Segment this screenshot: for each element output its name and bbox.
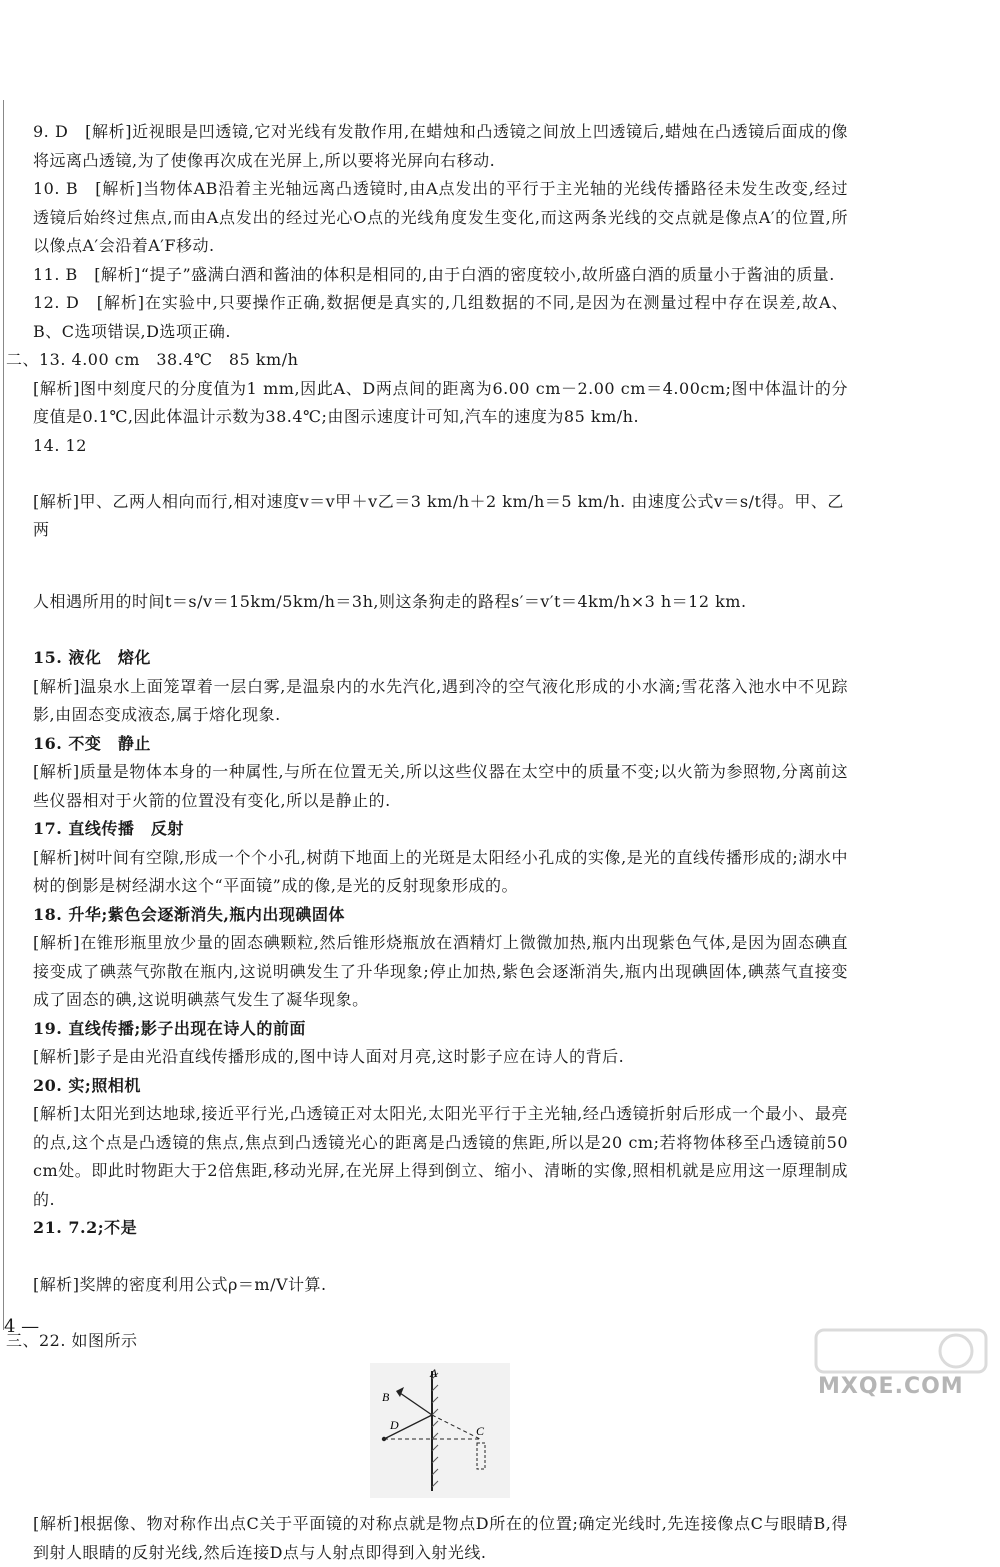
answer-q16-body: [解析]质量是物体本身的一种属性,与所在位置无关,所以这些仪器在太空中的质量不变;以火箭为参照物,分离前这些仪器相对于火箭的位置没有变化,所以是静止的. xyxy=(33,762,848,810)
watermark-text: MXQE.COM xyxy=(818,1374,964,1399)
answer-q15-head: 15. 液化 熔化 xyxy=(33,648,151,667)
page-number: 4 — xyxy=(4,1316,40,1337)
answer-q21-body: [解析]奖牌的密度利用公式ρ＝m/V计算. xyxy=(33,1274,327,1294)
answer-q19-head: 19. 直线传播;影子出现在诗人的前面 xyxy=(33,1018,306,1038)
answer-q21-head: 21. 7.2;不是 xyxy=(33,1218,138,1237)
answer-q18-body: [解析]在锥形瓶里放少量的固态碘颗粒,然后锥形烧瓶放在酒精灯上微微加热,瓶内出现紫色气体,是因为固态碘直接变成了碘蒸气弥散在瓶内,这说明碘发生了升华现象;停止加热,紫色会逐渐消失,瓶内出现碘固体,碘蒸气直接变成了固态的碘,这说明碘蒸气发生了凝华现象。 xyxy=(33,933,848,1009)
answer-q14-head: 14. 12 xyxy=(33,435,87,455)
answer-q20-head: 20. 实;照相机 xyxy=(33,1075,141,1095)
answer-q22-body: [解析]根据像、物对称作出点C关于平面镜的对称点就是物点D所在的位置;确定光线时,先连接像点C与眼睛B,得到射人眼睛的反射光线,然后连接D点与人射点即得到入射光线. xyxy=(33,1514,848,1562)
answer-q14-body-2: 人相遇所用的时间t＝s/v＝15km/5km/h＝3h,则这条狗走的路程s′＝v′t＝4km/h×3 h＝12 km. xyxy=(33,592,747,611)
answer-q9: 9. D [解析]近视眼是凹透镜,它对光线有发散作用,在蜡烛和凸透镜之间放上凹透镜后,蜡烛在凸透镜后面成的像将远离凸透镜,为了使像再次成在光屏上,所以要将光屏向右移动. xyxy=(33,122,848,170)
diagram-label-b: B xyxy=(382,1390,390,1404)
answer-q22-head: 三、22. 如图所示 xyxy=(6,1330,138,1350)
answer-q18-head: 18. 升华;紫色会逐渐消失,瓶内出现碘固体 xyxy=(33,904,345,924)
answer-q16-head: 16. 不变 静止 xyxy=(33,733,151,753)
answer-q20-body: [解析]太阳光到达地球,接近平行光,凸透镜正对太阳光,太阳光平行于主光轴,经凸透镜折射后形成一个最小、最亮的点,这个点是凸透镜的焦点,焦点到凸透镜光心的距离是凸透镜的焦距,所以是20 cm;若将物体移至凸透镜前50 cm处。即此时物距大于2倍焦距,移动光屏,在光屏上得到倒立、缩小、清晰的实像,照相机就是应用这一原理制成的. xyxy=(33,1104,848,1209)
answer-q19-body: [解析]影子是由光沿直线传播形成的,图中诗人面对月亮,这时影子应在诗人的背后. xyxy=(33,1047,625,1066)
answer-q17-body: [解析]树叶间有空隙,形成一个个小孔,树荫下地面上的光斑是太阳经小孔成的实像,是光的直线传播形成的;湖水中树的倒影是树经湖水这个“平面镜”成的像,是光的反射现象形成的。 xyxy=(33,847,848,895)
answer-q13-head: 二、13. 4.00 cm 38.4℃ 85 km/h xyxy=(6,350,299,369)
diagram-label-c: C xyxy=(476,1424,485,1438)
answer-q14-body-1: [解析]甲、乙两人相向而行,相对速度v＝v甲＋v乙＝3 km/h＋2 km/h＝5 km/h. 由速度公式v＝s/t得。甲、乙两 xyxy=(33,492,844,539)
answer-q17-head: 17. 直线传播 反射 xyxy=(33,819,184,838)
answer-q15-body: [解析]温泉水上面笼罩着一层白雾,是温泉内的水先汽化,遇到冷的空气液化形成的小水滴;雪花落入池水中不见踪影,由固态变成液态,属于熔化现象. xyxy=(33,676,848,724)
diagram-label-a: A xyxy=(430,1366,438,1380)
answer-q12: 12. D [解析]在实验中,只要操作正确,数据便是真实的,几组数据的不同,是因为在测量过程中存在误差,故A、B、C选项错误,D选项正确. xyxy=(33,293,848,341)
mirror-reflection-diagram xyxy=(370,1363,510,1498)
answer-q13-body: [解析]图中刻度尺的分度值为1 mm,因此A、D两点间的距离为6.00 cm－2.00 cm＝4.00cm;图中体温计的分度值是0.1℃,因此体温计示数为38.4℃;由图示速度计可知,汽车的速度为85 km/h. xyxy=(33,378,848,426)
answer-q10: 10. B [解析]当物体AB沿着主光轴远离凸透镜时,由A点发出的平行于主光轴的光线传播路径未发生改变,经过透镜后始终过焦点,而由A点发出的经过光心O点的光线角度发生变化,而这两条光线的交点就是像点A′的位置,所以像点A′会沿着A′F移动. xyxy=(33,179,848,255)
diagram-label-d: D xyxy=(390,1418,399,1432)
answer-q11: 11. B [解析]“提子”盛满白酒和酱油的体积是相同的,由于白酒的密度较小,故所盛白酒的质量小于酱油的质量. xyxy=(33,264,835,284)
